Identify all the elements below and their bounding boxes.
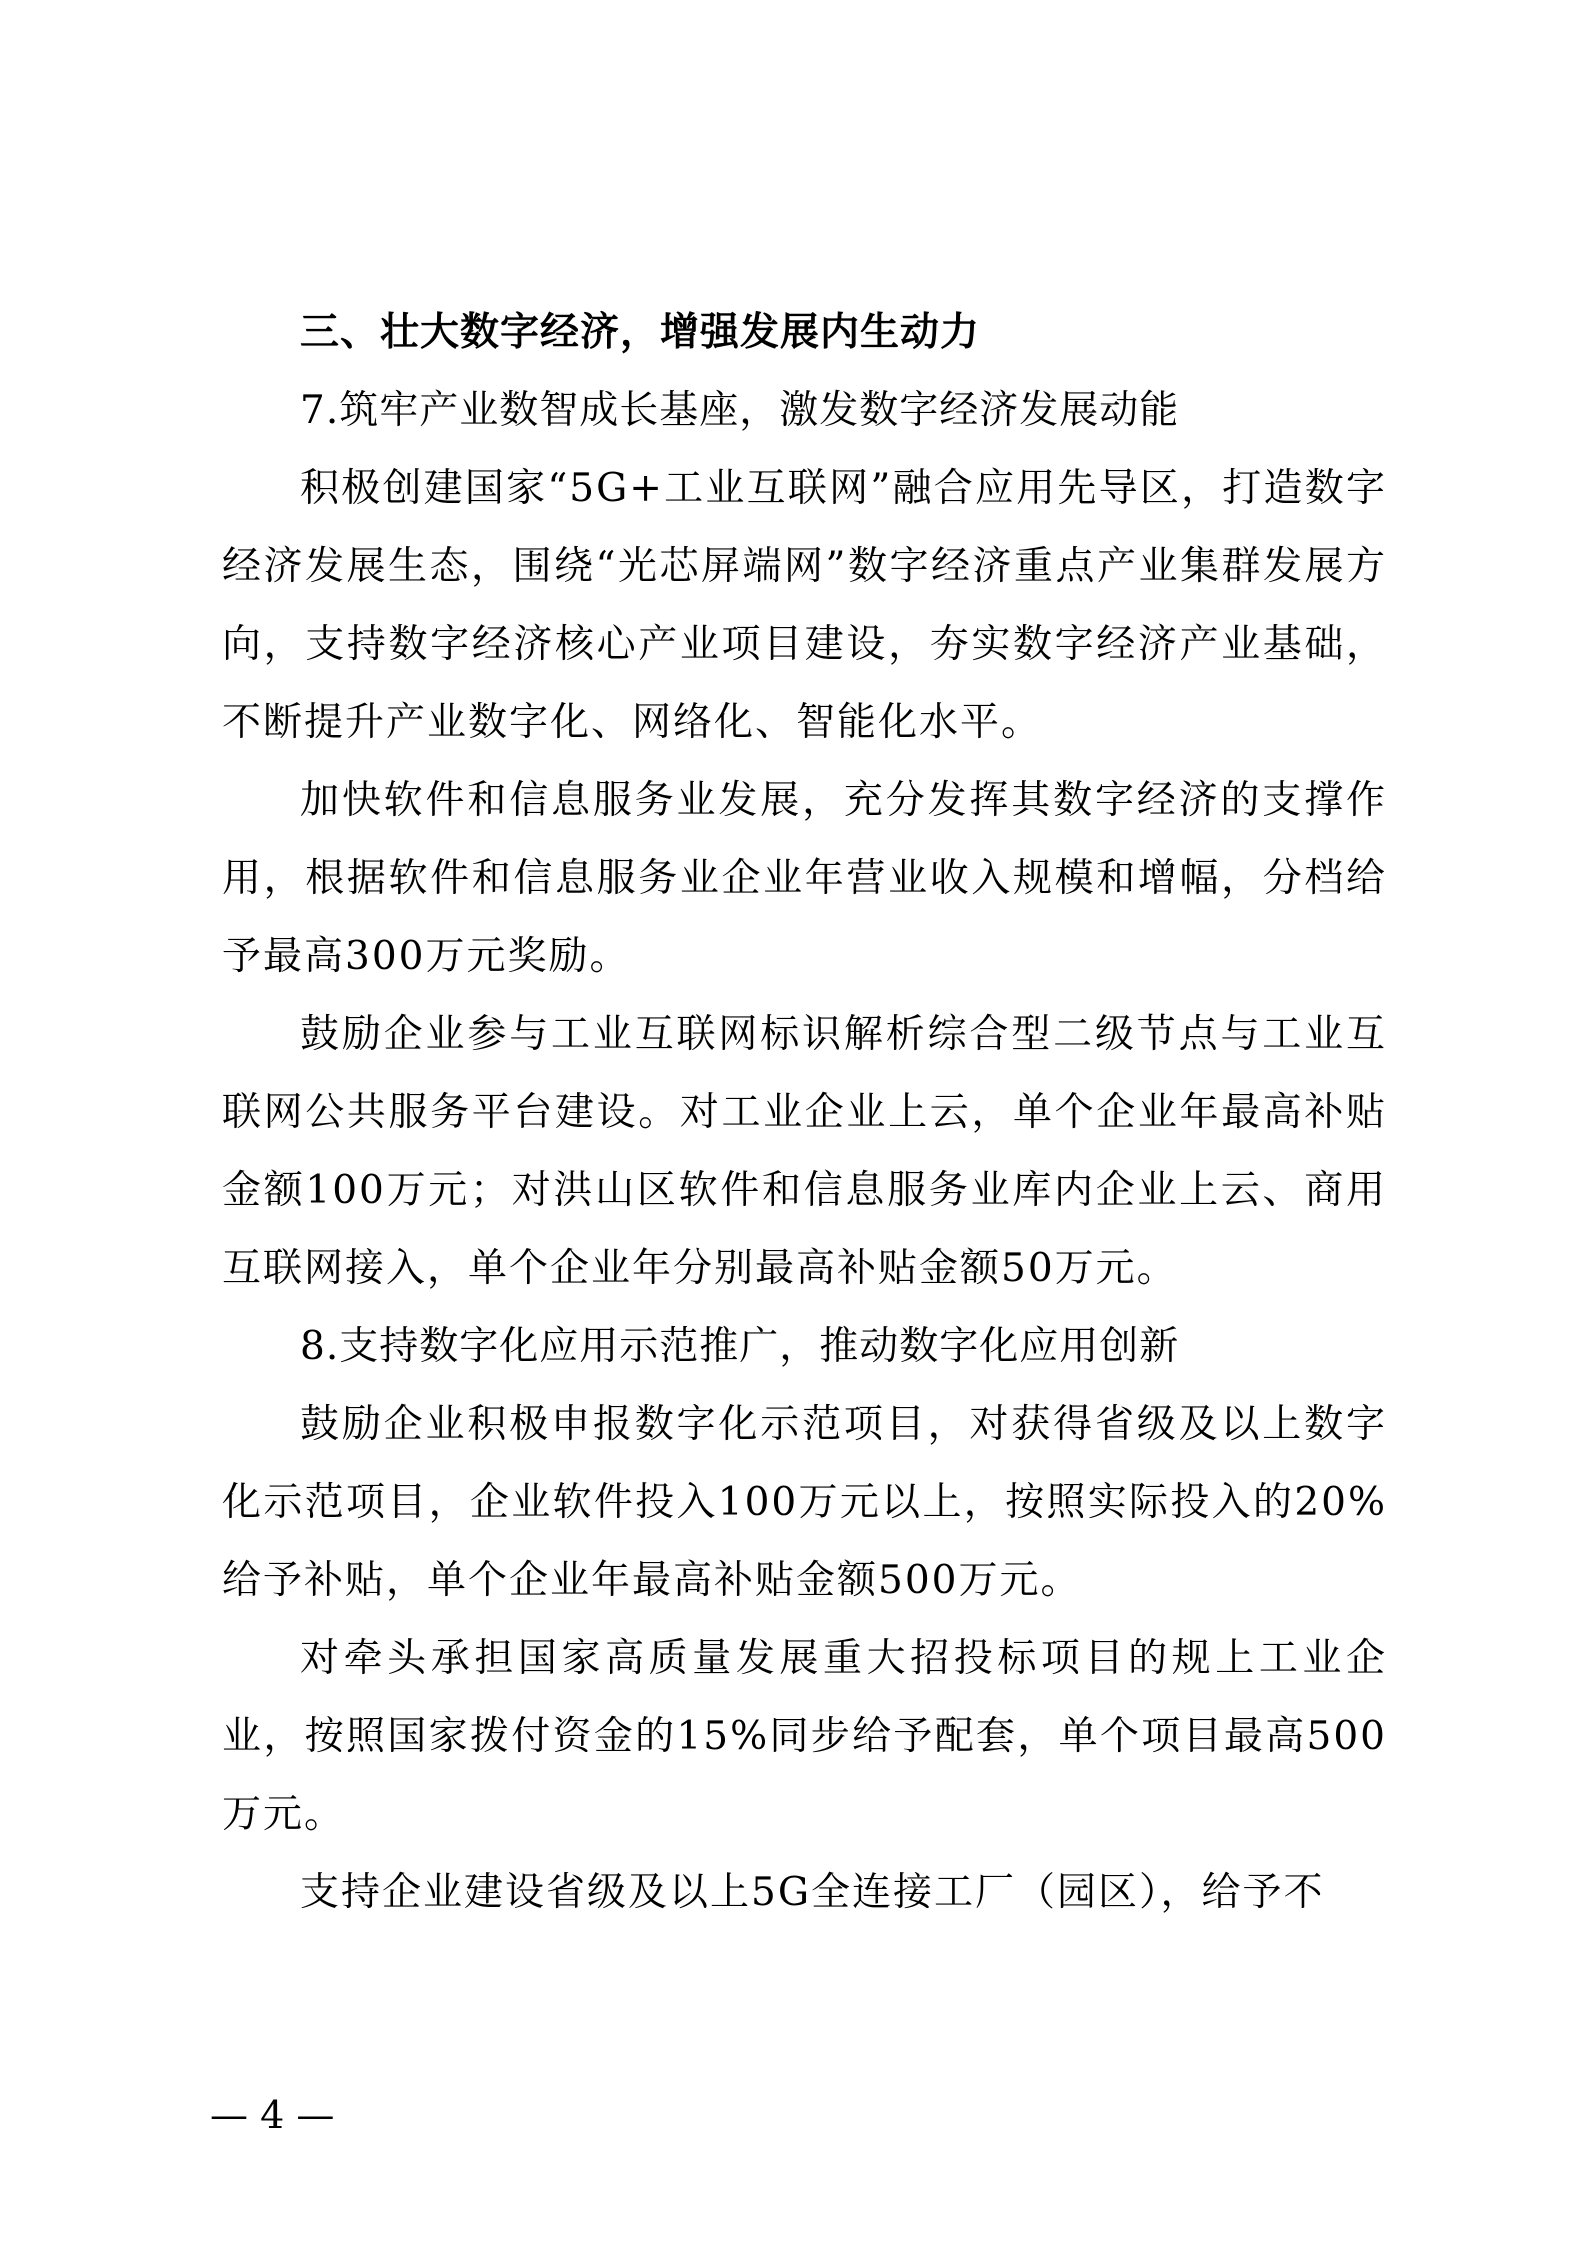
section-heading: 三、壮大数字经济，增强发展内生动力 — [300, 310, 981, 355]
subsection-heading-8: 8.支持数字化应用示范推广，推动数字化应用创新 — [300, 1324, 1180, 1369]
page-body — [222, 294, 1387, 1932]
paragraph: 加快软件和信息服务业发展，充分发挥其数字经济的支撑作用，根据软件和信息服务业企业年营业收入规模和增幅，分档给予最高300万元奖励。 — [222, 778, 1387, 979]
paragraph: 鼓励企业积极申报数字化示范项目，对获得省级及以上数字化示范项目，企业软件投入100万元以上，按照实际投入的20%给予补贴，单个企业年最高补贴金额500万元。 — [222, 1402, 1387, 1603]
paragraph: 对牵头承担国家高质量发展重大招投标项目的规上工业企业，按照国家拨付资金的15%同步给予配套，单个项目最高500万元。 — [222, 1636, 1387, 1837]
paragraph: 积极创建国家“5G+工业互联网”融合应用先导区，打造数字经济发展生态，围绕“光芯屏端网”数字经济重点产业集群发展方向，支持数字经济核心产业项目建设，夯实数字经济产业基础，不断提升产业数字化、网络化、智能化水平。 — [222, 466, 1387, 745]
subsection-heading-7: 7.筑牢产业数智成长基座，激发数字经济发展动能 — [300, 388, 1180, 433]
paragraph: 支持企业建设省级及以上5G全连接工厂（园区），给予不 — [300, 1870, 1325, 1915]
paragraph: 鼓励企业参与工业互联网标识解析综合型二级节点与工业互联网公共服务平台建设。对工业企业上云，单个企业年最高补贴金额100万元；对洪山区软件和信息服务业库内企业上云、商用互联网接入，单个企业年分别最高补贴金额50万元。 — [222, 1012, 1387, 1291]
page-number: — 4 — — [210, 2093, 335, 2137]
